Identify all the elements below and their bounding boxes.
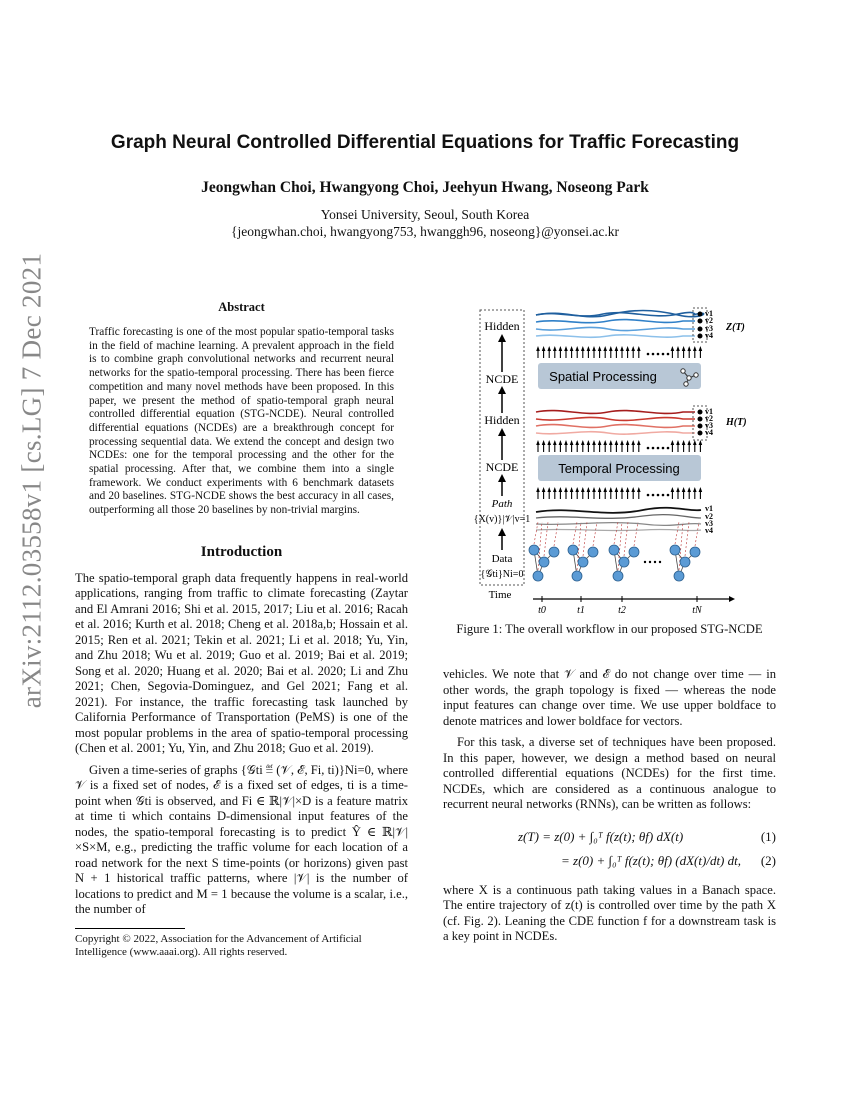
z-node-v1 [698, 312, 703, 317]
right-column [443, 300, 776, 945]
small-up-arrow-head [631, 346, 635, 351]
h-node-v2 [698, 417, 703, 422]
tick-label-tn: tN [692, 605, 702, 616]
label-path: Path [491, 498, 513, 510]
small-up-arrow-head [637, 487, 641, 492]
small-up-arrow-head [671, 440, 675, 445]
small-up-arrow-head [682, 346, 686, 351]
small-up-arrow-head [553, 440, 557, 445]
projection-line [634, 522, 638, 546]
hidden-h-trajectories [536, 411, 695, 435]
path-line-v3 [536, 523, 701, 526]
small-up-arrow-head [631, 487, 635, 492]
ellipsis-dot [647, 447, 650, 450]
graph-node [629, 547, 639, 557]
spatial-processing-label: Spatial Processing [549, 369, 657, 384]
ellipsis-dot [652, 353, 655, 356]
equation-2 [443, 853, 776, 869]
z-label-v4: v4 [705, 331, 713, 340]
small-up-arrow-head [564, 440, 568, 445]
small-up-arrow-head [671, 346, 675, 351]
small-up-arrow-head [575, 346, 579, 351]
small-up-arrow-head [542, 346, 546, 351]
arrow-head-5 [498, 528, 506, 536]
workflow-diagram [443, 300, 776, 618]
projection-line [583, 522, 587, 556]
tick-label-t0: t0 [538, 605, 546, 616]
h-output-label: H(T) [726, 417, 747, 428]
label-ncde-mid: NCDE [485, 460, 519, 474]
h-label-v1: v1 [705, 407, 713, 416]
z-line-v4 [536, 335, 695, 337]
graph-node [549, 547, 559, 557]
author-emails: {jeongwhan.choi, hwangyong753, hwanggh96, noseong}@yonsei.ac.kr [231, 224, 619, 239]
introduction-paragraph-1: The spatio-temporal graph data frequently happens in real-world applications, ranging from traffic to climate forecasting (Zaytar and El Amrani 2016; Shi et al. 2015, 2017; Liu et al. 2016; Racah et al. 2016; Kurth et al. 2018; Cheng et al. 2018a,b; Hossain et al. 2015; Ren et al. 2021; Tekin et al. 2021; Li et al. 2018; Yu, Yin, and Zhu 2018; Wu et al. 2019; Guo et al. 2019; Bai et al. 2019; Song et al. 2020; Huang et al. 2020; Bai et al. 2020; Li and Zhu 2021; Chen, Segovia-Dominguez, and Gel 2021; Fang et al. 2021). For instance, the traffic forecasting task launched by California Performance of Transportation (PeMS) is one of the most popular problems in the area of spatio-temporal processing (Chen et al. 2001; Yu, Yin, and Zhu 2018; Guo et al. 2019). [75, 570, 408, 756]
h-line-v2 [536, 417, 695, 420]
small-up-arrow-head [626, 440, 630, 445]
graph-node [572, 571, 582, 581]
small-up-arrow-head [620, 440, 624, 445]
small-up-arrow-head [609, 346, 613, 351]
small-up-arrow-head [676, 440, 680, 445]
arxiv-identifier [8, 252, 56, 708]
small-up-arrow-head [592, 440, 596, 445]
ellipsis-dot [657, 447, 660, 450]
ellipsis-dot [662, 447, 665, 450]
small-up-arrow-head [536, 487, 540, 492]
arxiv-identifier-text: arXiv:2112.03558v1 [cs.LG] 7 Dec 2021 [16, 252, 47, 708]
ellipsis-dot [647, 494, 650, 497]
small-up-arrow-head [536, 346, 540, 351]
introduction-paragraph-2: Given a time-series of graphs {𝒢ti ≝ (𝒱, ℰ, Fi, ti)}Ni=0, where 𝒱 is a fixed set of nodes, ℰ is a fixed set of edges, ti is a time-point when 𝒢ti is observed, and Fi ∈ ℝ|𝒱|×D is a feature matrix at time ti which contains D-dimensional input features of the nodes, the spatio-temporal forecasting is to predict Ŷ ∈ ℝ|𝒱|×S×M, e.g., predicting the traffic volume for each location of a road network for the next S time-points (or horizons) given past N + 1 historical traffic patterns, where |𝒱| is the number of locations to predict and M = 1 because the volume is a scalar, i.e., the number of [75, 762, 408, 917]
path-line-v1 [536, 508, 701, 513]
upward-arrow-row-2 [536, 440, 702, 452]
small-up-arrow-head [575, 487, 579, 492]
small-up-arrow-head [536, 440, 540, 445]
label-path-symbol: {X(v)}|𝒱|v=1 [473, 514, 531, 525]
small-up-arrow-head [626, 346, 630, 351]
h-label-v4: v4 [705, 428, 713, 437]
small-up-arrow-head [637, 440, 641, 445]
h-node-v1 [698, 410, 703, 415]
projection-line [534, 522, 538, 544]
small-up-arrow-head [570, 346, 574, 351]
time-axis-arrow [729, 596, 735, 602]
paper-title: Graph Neural Controlled Differential Equations for Traffic Forecasting [110, 132, 740, 153]
small-up-arrow-head [693, 487, 697, 492]
small-up-arrow-head [603, 487, 607, 492]
ellipsis-dot [654, 561, 656, 563]
small-up-arrow-head [699, 487, 703, 492]
z-node-v3 [698, 327, 703, 332]
small-up-arrow-head [699, 440, 703, 445]
z-node-v2 [698, 319, 703, 324]
small-up-arrow-head [693, 346, 697, 351]
introduction-heading: Introduction [200, 543, 283, 560]
paper-authors: Jeongwhan Choi, Hwangyong Choi, Jeehyun Hwang, Noseong Park [201, 179, 649, 196]
z-line-v3 [536, 327, 695, 330]
path-label-v1: v1 [705, 504, 713, 513]
ellipsis-dot [667, 353, 670, 356]
z-label-v1: v1 [705, 309, 713, 318]
h-line-v1 [536, 411, 695, 414]
small-up-arrow-head [542, 487, 546, 492]
small-up-arrow-head [587, 346, 591, 351]
small-up-arrow-head [603, 440, 607, 445]
ellipsis-dot [647, 353, 650, 356]
affiliation-block [75, 206, 775, 240]
small-up-arrow-head [693, 440, 697, 445]
equation-2-number: (2) [760, 852, 776, 868]
small-up-arrow-head [682, 440, 686, 445]
tick-label-t1: t1 [577, 605, 585, 616]
z-label-v3: v3 [705, 324, 713, 333]
small-up-arrow-head [626, 487, 630, 492]
arrow-head-4 [498, 474, 506, 482]
small-up-arrow-head [581, 440, 585, 445]
ellipsis-dot [644, 561, 646, 563]
path-line-v2 [536, 515, 701, 519]
projection-line [685, 522, 689, 556]
small-up-arrow-head [637, 346, 641, 351]
projection-line [554, 522, 558, 546]
small-up-arrow-head [587, 440, 591, 445]
ellipsis-dot [657, 353, 660, 356]
small-up-arrow-head [615, 440, 619, 445]
small-up-arrow-head [620, 346, 624, 351]
path-label-v4: v4 [705, 526, 713, 535]
h-label-v3: v3 [705, 421, 713, 430]
label-hidden-top: Hidden [484, 319, 520, 333]
affiliation: Yonsei University, Seoul, South Korea [320, 207, 530, 222]
h-node-v4 [698, 431, 703, 436]
small-up-arrow-head [553, 487, 557, 492]
small-up-arrow-head [598, 440, 602, 445]
copyright-footnote: Copyright © 2022, Association for the Advancement of Artificial Intelligence (www.aaai.org). All rights reserved. [75, 932, 362, 959]
graph-node [613, 571, 623, 581]
graph-node [690, 547, 700, 557]
upward-arrow-row-1 [536, 346, 702, 358]
small-up-arrow-head [581, 346, 585, 351]
projection-line [614, 522, 618, 544]
equation-1-number: (1) [760, 828, 776, 844]
small-up-arrow-head [615, 487, 619, 492]
graph-node [619, 557, 629, 567]
small-up-arrow-head [598, 346, 602, 351]
small-up-arrow-head [687, 487, 691, 492]
small-up-arrow-head [564, 487, 568, 492]
small-up-arrow-head [570, 440, 574, 445]
path-label-v2: v2 [705, 512, 713, 521]
small-up-arrow-head [564, 346, 568, 351]
small-up-arrow-head [631, 440, 635, 445]
ellipsis-dot [667, 447, 670, 450]
small-up-arrow-head [598, 487, 602, 492]
temporal-processing-label: Temporal Processing [558, 461, 680, 476]
ellipsis-dot [649, 561, 651, 563]
path-curves [536, 508, 701, 531]
z-label-v2: v2 [705, 316, 713, 325]
ellipsis-dot [652, 494, 655, 497]
small-up-arrow-head [570, 487, 574, 492]
small-up-arrow-head [676, 346, 680, 351]
right-paragraph-2: For this task, a diverse set of techniques have been proposed. In this paper, however, we design a method based on neural controlled differential equations (NCDEs) for the first time. NCDEs, which are considered as a continuous analogue to recurrent neural networks (RNNs), can be written as follows: [443, 735, 776, 811]
small-up-arrow-head [559, 440, 563, 445]
workflow-figure [443, 300, 776, 618]
small-up-arrow-head [575, 440, 579, 445]
z-node-v4 [698, 334, 703, 339]
path-line-v4 [536, 529, 701, 530]
arrow-head-2 [498, 386, 506, 394]
label-ncde-top: NCDE [485, 372, 519, 386]
projection-line [695, 522, 699, 546]
small-up-arrow-head [699, 346, 703, 351]
arrow-head-1 [498, 334, 506, 342]
h-node-v3 [698, 424, 703, 429]
small-up-arrow-head [676, 487, 680, 492]
graph-node [539, 557, 549, 567]
projection-line [573, 522, 577, 544]
ellipsis-dot [659, 561, 661, 563]
graph-node [588, 547, 598, 557]
equation-1 [443, 829, 776, 845]
small-up-arrow-head [682, 487, 686, 492]
small-up-arrow-head [687, 440, 691, 445]
graph-node [680, 557, 690, 567]
h-line-v3 [536, 425, 695, 428]
z-output-label: Z(T) [726, 322, 745, 333]
label-data: Data [491, 553, 513, 565]
small-up-arrow-head [603, 346, 607, 351]
small-up-arrow-head [587, 487, 591, 492]
small-up-arrow-head [687, 346, 691, 351]
footnote-rule [75, 928, 185, 929]
small-up-arrow-head [547, 487, 551, 492]
left-column [75, 300, 408, 960]
projection-line [544, 522, 548, 556]
hidden-z-trajectories [536, 311, 704, 338]
h-label-v2: v2 [705, 414, 713, 423]
small-up-arrow-head [559, 346, 563, 351]
right-paragraph-1: vehicles. We note that 𝒱 and ℰ do not change over time — in other words, the graph topology is fixed — whereas the node input features can change over time. We use upper boldface to denote matrices and lower boldface for vectors. [443, 667, 776, 728]
abstract-heading: Abstract [218, 300, 265, 314]
small-up-arrow-head [615, 346, 619, 351]
label-data-symbol: {𝒢ti}Ni=0 [480, 569, 524, 580]
small-up-arrow-head [592, 487, 596, 492]
graph-node [674, 571, 684, 581]
upward-arrow-row-3 [536, 487, 702, 499]
ellipsis-dot [662, 353, 665, 356]
small-up-arrow-head [609, 487, 613, 492]
graph-node [609, 545, 619, 555]
small-up-arrow-head [620, 487, 624, 492]
label-hidden-mid: Hidden [484, 413, 520, 427]
small-up-arrow-head [547, 346, 551, 351]
small-up-arrow-head [671, 487, 675, 492]
graph-node [670, 545, 680, 555]
abstract-body: Traffic forecasting is one of the most popular spatio-temporal tasks in the field of machine learning. A prevalent approach in the field is to combine graph convolutional networks and recurrent neural networks for the spatio-temporal processing. There has been fierce competition and many novel methods have been proposed. In this paper, we present the method of spatio-temporal graph neural controlled differential equation (STG-NCDE). Neural controlled differential equations (NCDEs) are a breakthrough concept for processing sequential data. We extend the concept and design two NCDEs: one for the temporal processing and the other for the spatial processing. After that, we combine them into a single framework. We conduct experiments with 6 benchmark datasets and 20 baselines. STG-NCDE shows the best accuracy in all cases, outperforming all those 20 baselines by non-trivial margins. [89, 326, 394, 517]
right-paragraph-3: where X is a continuous path taking values in a Banach space. The entire trajectory of z(t) is controlled over time by the path X (cf. Fig. 2). Leaning the CDE function f for a downstream task is a key point in NCDEs. [443, 882, 776, 943]
z-line-v2 [536, 320, 695, 323]
equation-2-body: = z(0) + ∫₀ᵀ f(z(t); θf) (dX(t)/dt) dt, [561, 852, 741, 868]
small-up-arrow-head [542, 440, 546, 445]
small-up-arrow-head [581, 487, 585, 492]
graph-node [529, 545, 539, 555]
small-up-arrow-head [553, 346, 557, 351]
graph-node [533, 571, 543, 581]
small-up-arrow-head [559, 487, 563, 492]
path-label-v3: v3 [705, 519, 713, 528]
projection-line [593, 522, 597, 546]
graph-node [568, 545, 578, 555]
small-up-arrow-head [547, 440, 551, 445]
ellipsis-dot [662, 494, 665, 497]
h-line-v4 [536, 432, 695, 434]
projection-line [624, 522, 628, 556]
arrow-head-3 [498, 428, 506, 436]
figure-caption: Figure 1: The overall workflow in our proposed STG-NCDE [456, 622, 763, 636]
tick-label-t2: t2 [618, 605, 626, 616]
label-time: Time [488, 589, 512, 601]
ellipsis-dot [667, 494, 670, 497]
graph-node [578, 557, 588, 567]
small-up-arrow-head [609, 440, 613, 445]
ellipsis-dot [657, 494, 660, 497]
small-up-arrow-head [592, 346, 596, 351]
ellipsis-dot [652, 447, 655, 450]
equation-1-body: z(T) = z(0) + ∫₀ᵀ f(z(t); θf) dX(t) [518, 828, 684, 844]
